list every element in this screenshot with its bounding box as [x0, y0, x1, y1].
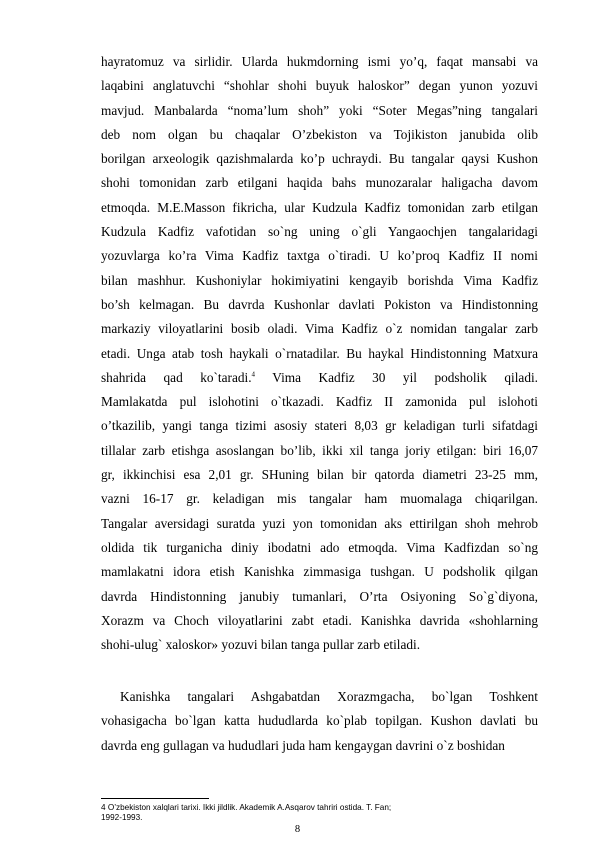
text-line: hayratomuz va sirlidir. Ularda hukmdorning ismi yo’q, faqat mansabi va: [101, 54, 538, 69]
footnote-marker[interactable]: 4: [251, 370, 256, 379]
text-line: laqabini anglatuvchi “shohlar shohi buyuk haloskor” degan yunon yozuvi: [101, 78, 538, 94]
text-line: tillalar zarb etishga asoslangan bo’lib, ikki xil tanga joriy etilgan: biri 16,07: [101, 442, 538, 458]
text-line: bo’sh kelmagan. Bu davrda Kushonlar davlati Pokiston va Hindistonning: [101, 296, 538, 312]
text-line: oldida tik turganicha diniy ibodatni ado etmoqda. Vima Kadfizdan so`ng: [101, 539, 538, 555]
text-line: Tangalar aversidagi suratda yuzi yon tomonidan aks ettirilgan shoh mehrob: [101, 515, 538, 531]
footnote-line-1: 4 O’zbekiston xalqlari tarixi. Ikki jildlik. Akademik A.Asqarov tahriri ostida. T. Fan;: [101, 803, 392, 812]
text-line: o’tkazilib, yangi tanga tizimi asosiy stateri 8,03 gr keladigan turli sifatdagi: [101, 418, 538, 434]
footnote-divider: [101, 798, 209, 799]
footnote-line-2: 1992-1993.: [101, 813, 143, 822]
text-line: mamlakatni idora etish Kanishka zimmasiga tushgan. U podsholik qilgan: [101, 564, 538, 580]
text-line: shahrida qad ko`taradi.$^4$ Vima Kadfiz 30 yil podsholik qiladi.: [101, 369, 538, 385]
text-line: etadi. Unga atab tosh haykali o`rnatadilar. Bu haykal Hindistonning Matxura: [101, 345, 538, 361]
text-line: markaziy viloyatlarini bosib oladi. Vima Kadfiz o`z nomidan tangalar zarb: [101, 321, 538, 337]
text-line: shohi tomonidan zarb etilgani haqida bahs munozaralar haligacha davom: [101, 175, 538, 191]
text-line: vazni 16-17 gr. keladigan mis tangalar ham muomalaga chiqarilgan.: [101, 491, 538, 507]
body-paragraph-1: [101, 50, 538, 657]
body-paragraph-2: [101, 685, 538, 758]
footnote: [101, 803, 541, 823]
page-number: 8: [294, 824, 301, 835]
text-line: gr, ikkinchisi esa 2,01 gr. SHuning bilan bir qatorda diametri 23-25 mm,: [101, 467, 538, 483]
text-line: mavjud. Manbalarda “noma’lum shoh” yoki “Soter Megas”ning tangalari: [101, 102, 538, 118]
text-line: borilgan arxeologik qazishmalarda ko’p uchraydi. Bu tangalar qaysi Kushon: [101, 151, 538, 167]
text-line: shohi-ulug` xaloskor» yozuvi bilan tanga pullar zarb etiladi.: [101, 637, 421, 653]
text-line: etmoqda. M.E.Masson fikricha, ular Kudzula Kadfiz tomonidan zarb etilgan: [101, 199, 538, 215]
text-line: vohasigacha bo`lgan katta hududlarda ko`plab topilgan. Kushon davlati bu: [101, 713, 538, 729]
text-line: bilan mashhur. Kushoniylar hokimiyatini kengayib borishda Vima Kadfiz: [101, 272, 538, 288]
text-line: Kudzula Kadfiz vafotidan so`ng uning o`gli Yangaochjen tangalaridagi: [101, 224, 538, 240]
text-line: deb nom olgan bu chaqalar O’zbekiston va Tojikiston janubida olib: [101, 126, 538, 142]
text-line: Xorazm va Choch viloyatlarini zabt etadi. Kanishka davrida «shohlarning: [101, 612, 538, 628]
text-line: yozuvlarga ko’ra Vima Kadfiz taxtga o`tiradi. U ko’proq Kadfiz II nomi: [101, 248, 538, 264]
text-line: davrda eng gullagan va hududlari juda ham kengaygan davrini o`z boshidan: [101, 737, 505, 753]
text-line: davrda Hindistonning janubiy tumanlari, O’rta Osiyoning So`g`diyona,: [101, 588, 538, 604]
text-line: Mamlakatda pul islohotini o`tkazadi. Kadfiz II zamonida pul islohoti: [101, 394, 538, 410]
text-line: Kanishka tangalari Ashgabatdan Xorazmgacha, bo`lgan Toshkent: [120, 689, 538, 704]
